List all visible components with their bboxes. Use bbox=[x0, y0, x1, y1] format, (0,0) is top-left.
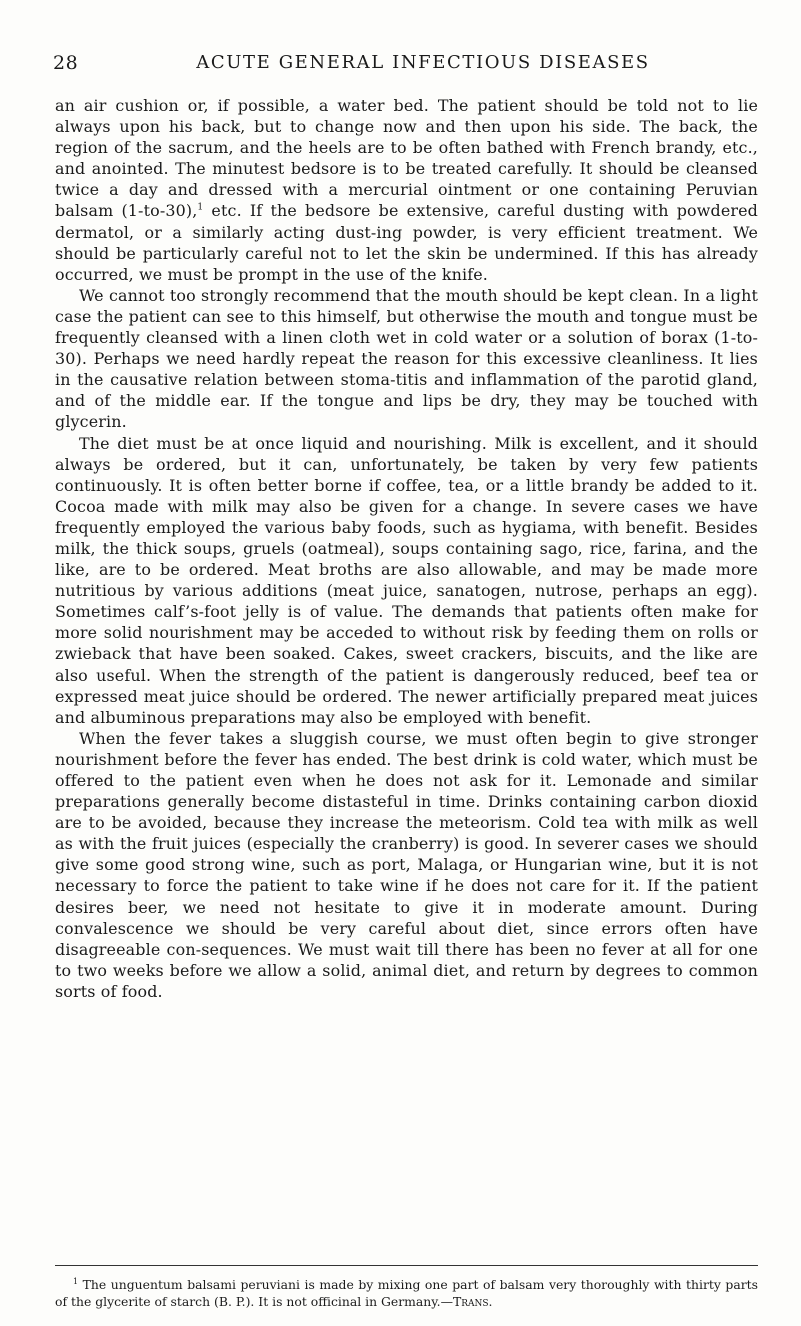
paragraph-diet: The diet must be at once liquid and nourishing. Milk is excellent, and it should always be ordered, but it can, unfortunately, be taken by very few patients continuously. It is often better borne if coffee, tea, or a little brandy be added to it. Cocoa made with milk may also be given for a change. In severe cases we have frequently employed the various baby foods, such as hygiama, with benefit. Besides milk, the thick soups, gruels (oatmeal), soups containing sago, rice, farina, and the like, are to be ordered. Meat broths are also allowable, and may be made more nutritious by various additions (meat juice, sanatogen, nutrose, perhaps an egg). Sometimes calf’s-foot jelly is of value. The demands that patients often make for more solid nourishment may be acceded to without risk by feeding them on rolls or zwieback that have been soaked. Cakes, sweet crackers, biscuits, and the like are also useful. When the strength of the patient is dangerously reduced, beef tea or expressed meat juice should be ordered. The newer artificially prepared meat juices and albuminous preparations may also be employed with benefit. bbox=[55, 433, 758, 727]
paragraph-text: etc. If the bedsore be extensive, careful dusting with powdered dermatol, or a similarly acting dust-ing powder, is very efficient treatment. We should be particularly careful not to let the skin be undermined. If this has already occurred, we must be prompt in the use of the knife. bbox=[55, 201, 759, 284]
paragraph-fever-drinks: When the fever takes a sluggish course, we must often begin to give stronger nourishment before the fever has ended. The best drink is cold water, which must be offered to the patient even when he does not ask for it. Lemonade and similar preparations generally become distasteful in time. Drinks containing carbon dioxid are to be avoided, because they increase the meteorism. Cold tea with milk as well as with the fruit juices (especially the cranberry) is good. In severer cases we should give some good strong wine, such as port, Malaga, or Hungarian wine, but it is not necessary to force the patient to take wine if he does not care for it. If the patient desires beer, we need not hesitate to give it in moderate amount. During convalescence we should be very careful about diet, since errors often have disagreeable con-sequences. We must wait till there has been no fever at all for one to two weeks before we allow a solid, animal diet, and return by degrees to common sorts of food. bbox=[55, 728, 758, 1001]
running-head: ACUTE GENERAL INFECTIOUS DISEASES bbox=[196, 52, 650, 73]
footnote-text: The unguentum balsami peruviani is made by mixing one part of balsam very thoroughly with thirty parts of the glycerite of starch (B. P.). It is not officinal in Germany.— bbox=[55, 1277, 758, 1309]
footnote-mark: 1 bbox=[73, 1276, 79, 1286]
body-text bbox=[55, 95, 758, 1002]
footnote-reference: 1 bbox=[197, 203, 204, 214]
footnote-signature: Trans. bbox=[452, 1294, 493, 1309]
paragraph-mouth-care: We cannot too strongly recommend that the mouth should be kept clean. In a light case the patient can see to this himself, but otherwise the mouth and tongue must be frequently cleansed with a linen cloth wet in cold water or a solution of borax (1-to-30). Perhaps we need hardly repeat the reason for this excessive cleanliness. It lies in the causative relation between stoma-titis and inflammation of the parotid gland, and of the middle ear. If the tongue and lips be dry, they may be touched with glycerin. bbox=[55, 285, 758, 432]
paragraph-text: an air cushion or, if possible, a water bed. The patient should be told not to lie always upon his back, but to change now and then upon his side. The back, the region of the sacrum, and the heels are to be often bathed with French brandy, etc., and anointed. The minutest bedsore is to be treated carefully. It should be cleansed twice a day and dressed with a mercurial ointment or one containing Peruvian balsam (1-to-30), bbox=[55, 96, 758, 221]
paragraph-bedsores bbox=[55, 95, 758, 285]
page-number: 28 bbox=[53, 52, 79, 74]
page-header bbox=[53, 52, 753, 82]
footnote-divider bbox=[55, 1265, 758, 1266]
footnote bbox=[55, 1276, 758, 1310]
